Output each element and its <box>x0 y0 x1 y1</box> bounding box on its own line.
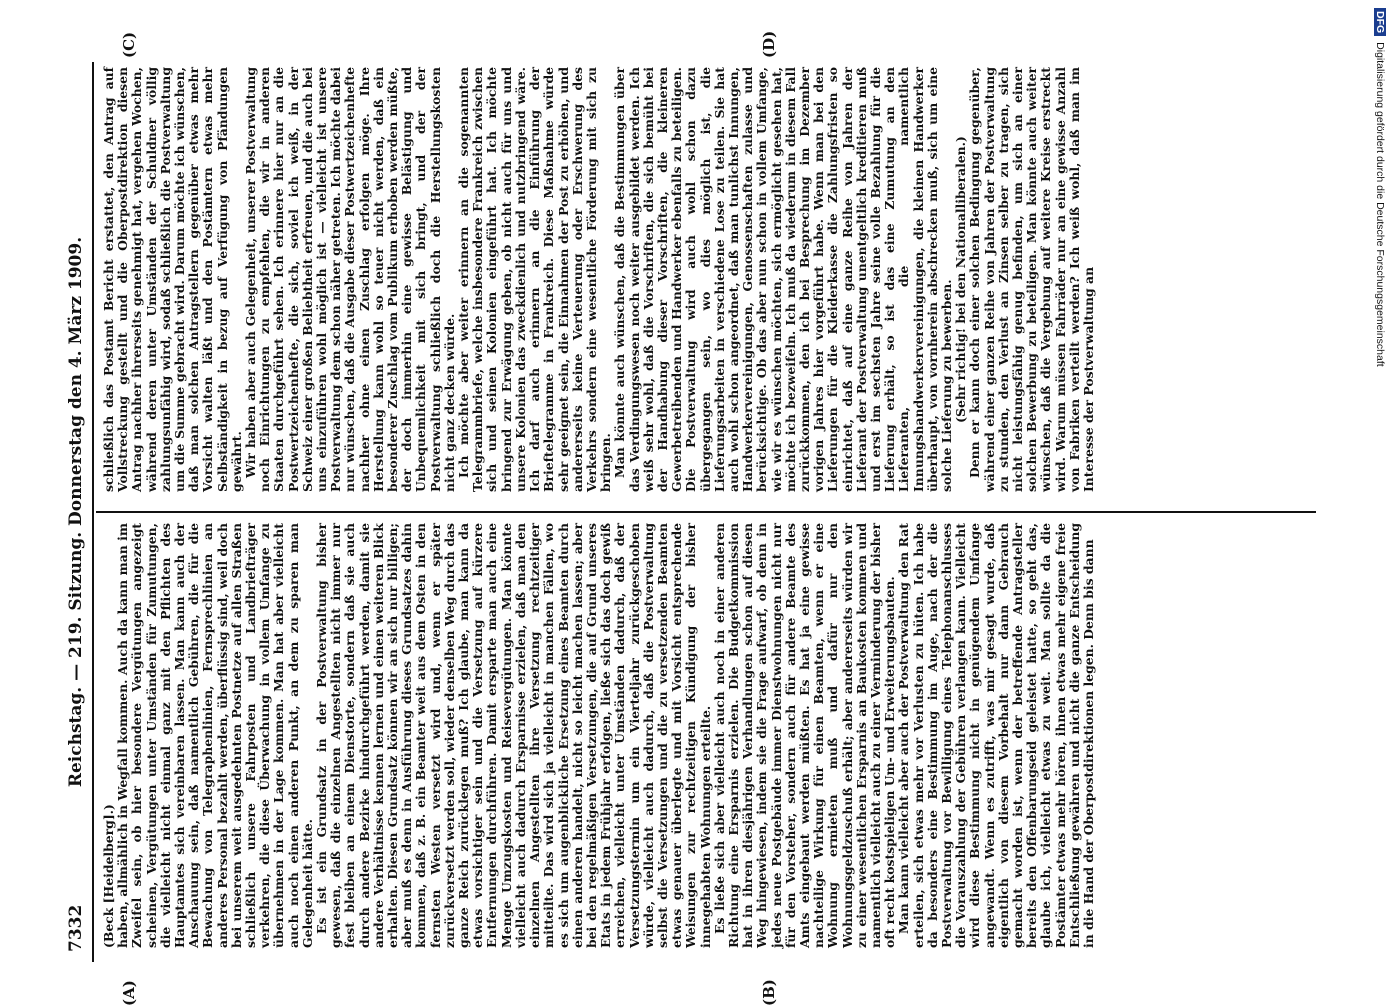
page-number: 7332 <box>66 904 86 952</box>
running-header <box>60 62 90 962</box>
paragraph: Denn er kann doch einer solchen Bedingung gegenüber, während einer ganzen Reihe von Jahren der Postverwaltung zu stunden, den Verlust an Zinsen selber zu tragen, sich nicht leistungsfähig genug befinden, um sich an einer solchen Bewerbung zu beteiligen. Man könnte auch weiter wünschen, daß die Vergebung auf weitere Kreise erstreckt wird. Warum müssen Fahrräder nur an eine gewisse Anzahl von Fabriken verteilt werden? Ich weiß wohl, daß man im Interesse der Postverwaltung an <box>967 67 1097 492</box>
margin-marker-a: (A) <box>120 980 138 1006</box>
paragraph: haben, allmählich in Wegfall kommen. Auch da kann man im Zweifel sein, ob hier besondere Vergütungen angezeigt scheinen, Vergütungen unter Umständen für Zumutungen, die vielleicht nicht einmal ganz mit den Pflichten des Hauptamtes sich vereinbaren lassen. Man kann auch der Anschauung sein, daß namentlich Gebühren, die für die Bewachung von Telegraphenlinien, Fernsprechlinien an anderes Personal bezahlt werden, überflüssig sind, weil doch bei unserem weit ausgedehnten Postnetze auf allen Straßen schließlich unsere Fahrposten und Landbriefträger verkehren, die diese Überwachung in vollem Umfange zu übernehmen in der Lage kommen. Man hat aber vielleicht auch noch einen anderen Punkt, an dem zu sparen man Gelegenheit hätte. <box>115 523 315 948</box>
margin-marker-c: (C) <box>120 31 138 58</box>
paragraph: Man könnte auch wünschen, daß die Bestimmungen über das Verdingungswesen noch weiter ausgebildet werden. Ich weiß sehr wohl, daß die Vorschriften, die sich bemüht bei der Handhabung dieser Vorschriften, die kleineren Gewerbetreibenden und Handwerker ebenfalls zu beteiligen. Die Postverwaltung wird auch wohl schon dazu übergegangen sein, wo dies möglich ist, die Lieferungsarbeiten in verschiedene Lose zu teilen. Sie hat auch wohl schon angeordnet, daß man tunlichst Innungen, Handwerkervereinigungen, Genossenschaften zulasse und berücksichtige. Ob das aber nun schon in vollem Umfange, wie wir es wünschen möchten, sich ermöglicht gesehen hat, möchte ich bezweifeln. Ich muß da wiederum in diesem Fall zurückkommen, den ich bei Besprechung im Dezember vorigen Jahres hier vorgeführt habe. Wenn man bei den Lieferungen für die Kleiderkasse die Zahlungsfristen so einrichtet, daß auf eine ganze Reihe von Jahren der Lieferant der Postverwaltung unentgeltlich kreditieren muß und erst im sechsten Jahre seine volle Bezahlung für die Lieferung erhält, so ist das eine Zumutung an den Lieferanten, die namentlich Innungshandwerkervereinigungen, die kleinen Handwerker überhaupt, von vornherein abschrecken muß, sich um eine solche Lieferung zu bewerben. <box>612 67 954 492</box>
paragraph: Man kann vielleicht aber auch der Postverwaltung den Rat erteilen, sich etwas mehr vor Verlusten zu hüten. Ich habe da besonders eine Bestimmung im Auge, nach der die Postverwaltung vor Bewilligung eines Telephonanschlusses die Vorauszahlung der Gebühren verlangen kann. Vielleicht wird diese Bestimmung nicht in genügendem Umfange angewandt. Wenn es zutrifft, was mir gesagt wurde, daß eigentlich von diesem Vorbehalt nur dann Gebrauch gemacht worden ist, wenn der betreffende Antragsteller bereits den Offenbarungseid geleistet hatte, so geht das, glaube ich, vielleicht etwas zu weit. Man sollte da die Postämter etwas mehr hören, ihnen etwas mehr eigene freie Entschließung gewähren und nicht die ganze Entscheidung in die Hand der Oberpostdirektionen legen. Denn bis dann <box>896 523 1097 948</box>
applause-note: (Sehr richtig! bei den Nationalliberalen.) <box>953 136 969 423</box>
header-rule <box>92 62 94 962</box>
paragraph: Es ist ein Grundsatz in der Postverwaltung bisher gewesen, daß die einzelnen Angestellten nicht immer nur fest bleiben an einem Dienstorte, sondern daß sie auch durch andere Bezirke hindurchgeführt werden, damit sie andere Verhältnisse kennen lernen und einen weiteren Blick erhalten. Diesen Grundsatz können wir an sich nur billigen; aber muß es denn in Ausführung dieses Grundsatzes dahin kommen, daß z. B. ein Beamter weit aus dem Osten in den fernsten Westen versetzt wird und, wenn er später zurückversetzt werden soll, wieder denselben Weg durch das ganze Reich zurücklegen muß? Ich glaube, man kann da etwas vorsichtiger sein und die Versetzung auf kürzere Entfernungen durchführen. Damit ersparte man auch eine Menge Umzugskosten und Reisevergütungen. Man könnte vielleicht auch dadurch Ersparnisse erzielen, daß man den einzelnen Angestellten ihre Versetzung rechtzeitiger mitteilte. Das wird sich ja vielleicht in manchen Fällen, wo es sich um augenblickliche Ersetzung eines Beamten durch einen anderen handelt, nicht so leicht machen lassen; aber bei den regelmäßigen Versetzungen, die auf Grund unseres Etats in jedem Frühjahr erfolgen, ließe sich das doch gewiß erreichen, vielleicht unter Umständen dadurch, daß der Versetzungstermin um ein Vierteljahr zurückgeschoben würde, vielleicht auch dadurch, daß die Postverwaltung selbst die Versetzungen und die zu versetzenden Beamten etwas genauer überlegte und mit Vorsicht entsprechende Weisungen zur rechtzeitigen Kündigung der bisher innegehabten Wohnungen erteilte. <box>314 523 713 948</box>
left-column <box>102 523 1302 948</box>
column-divider <box>96 511 1316 513</box>
paragraph: Wir haben aber auch Gelegenheit, unserer Postverwaltung noch Einrichtungen zu empfehlen, die wir in anderen Staaten durchgeführt sehen. Ich erinnere hier nur an die Postwertzeichenhefte, die sich, soviel ich weiß, in der Schweiz einer großen Beliebtheit erfreuen, und die auch bei uns einzuführen wohl möglich ist — vielleicht ist unsere Postverwaltung dem schon näher getreten. Ich möchte dabei nur wünschen, daß die Ausgabe dieser Postwertzeichenhefte nachher ohne einen Zuschlag erfolgen möge. Ihre Herstellung kann wohl so teuer nicht werden, daß ein besonderer Zuschlag vom Publikum erhoben werden müßte, der doch immerhin eine gewisse Belästigung und Unbequemlichkeit mit sich bringt, und der der Postverwaltung schließlich doch die Herstellungskosten nicht ganz decken würde. <box>243 67 457 492</box>
header-title: Reichstag. — 219. Sitzung. Donnerstag den 4. März 1909. <box>66 236 86 788</box>
dfg-logo: DFG <box>1374 8 1386 36</box>
paragraph: schließlich das Postamt Bericht erstattet, den Antrag auf Vollstreckung gestellt und die Oberpostdirektion diesen Antrag nachher ihrerseits genehmigt hat, vergehen Wochen, während deren unter Umständen der Schuldner völlig zahlungsunfähig wird, sodaß schließlich die Postverwaltung um die Summe gebracht wird. Darum möchte ich wünschen, daß man solchen Antragstellern gegenüber etwas mehr Vorsicht walten läßt und den Postämtern etwas mehr Selbständigkeit in bezug auf Verfügung von Pfändungen gewährt. <box>101 67 244 492</box>
document-page <box>60 30 1330 1006</box>
margin-marker-b: (B) <box>760 979 778 1006</box>
margin-marker-d: (D) <box>760 30 778 58</box>
credit-text: Digitalisierung gefördert durch die Deutsche Forschungsgemeinschaft <box>1374 42 1386 367</box>
speaker-label: (Beck [Heidelberg].) <box>101 804 116 948</box>
paragraph: Ich möchte aber weiter erinnern an die sogenannten Telegrammbriefe, welche insbesondere Frankreich zwischen sich und seinen Kolonien eingeführt hat. Ich möchte bringend zur Erwägung geben, ob nicht auch für uns und unsere Kolonien das zweckdienlich und nutzbringend wäre. Ich darf auch erinnern an die Einführung der Brieftelegramme in Frankreich. Diese Maßnahme würde sehr geeignet sein, die Einnahmen der Post zu erhöhen, und andererseits keine Verteuerung oder Erschwerung des Verkehrs sondern eine wesentliche Förderung mit sich zu bringen. <box>456 67 614 492</box>
paragraph: Es ließe sich aber vielleicht auch noch in einer anderen Richtung eine Ersparnis erzielen. Die Budgetkommission hat in ihren diesjährigen Verhandlungen schon auf diesen Weg hingewiesen, indem sie die Frage aufwarf, ob denn in jedes neue Postgebäude immer Dienstwohnungen nicht nur für den Vorsteher, sondern auch für andere Beamte des Amts eingebaut werden müßten. Es hat ja eine gewisse nachteilige Wirkung für einen Beamten, wenn er eine Wohnung ermieten muß und dafür nur den Wohnungsgeldzuschuß erhält; aber andererseits würden wir zu einer wesentlichen Ersparnis an Baukosten kommen und namentlich vielleicht auch zu einer Verminderung der bisher oft recht kostspieligen Um- und Erweiterungsbauten. <box>711 523 898 948</box>
right-column <box>102 67 1302 492</box>
digitization-credit <box>1372 8 1386 992</box>
